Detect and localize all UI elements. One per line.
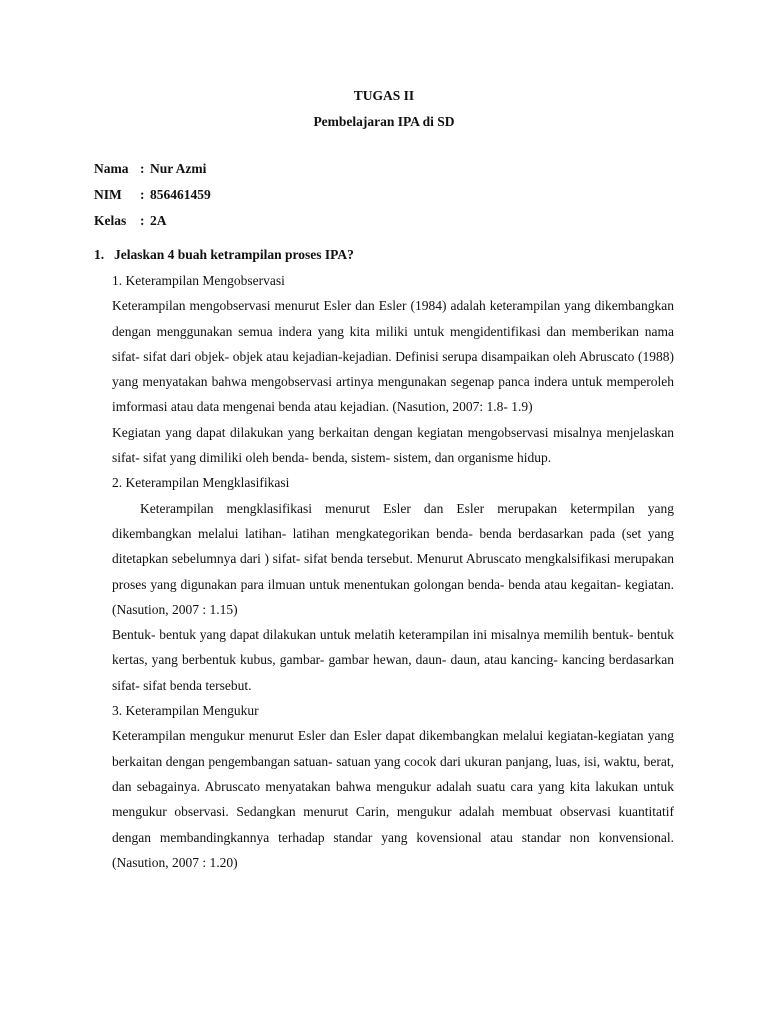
document-subtitle: Pembelajaran IPA di SD: [313, 114, 455, 129]
answer-body: [112, 268, 674, 875]
identity-value: 2A: [150, 213, 167, 228]
section-heading: 2. Keterampilan Mengklasifikasi: [112, 475, 290, 491]
question-number: 1.: [94, 247, 105, 262]
identity-value: 856461459: [150, 187, 211, 202]
identity-label: Kelas: [94, 213, 127, 228]
section-heading: 3. Keterampilan Mengukur: [112, 703, 259, 719]
identity-label: NIM: [94, 187, 122, 202]
identity-separator: :: [140, 213, 145, 228]
identity-block: [94, 159, 674, 231]
question-text: Jelaskan 4 buah ketrampilan proses IPA?: [114, 247, 354, 262]
section-heading: 1. Keterampilan Mengobservasi: [112, 273, 285, 288]
identity-value: Nur Azmi: [150, 161, 207, 176]
section-paragraph: Kegiatan yang dapat dilakukan yang berkaitan dengan kegiatan mengobservasi misalnya menjelaskan sifat- sifat yang dimiliki oleh benda- benda, sistem- sistem, dan organisme hidup.: [112, 424, 674, 466]
section-paragraph: Keterampilan mengklasifikasi menurut Esler dan Esler merupakan ketermpilan yang dikembangkan melalui latihan- latihan mengkategorikan benda- benda berdasarkan pada (set yang ditetapkan sebelumnya dari ) sifat- sifat benda tersebut. Menurut Abruscato mengkalsifikasi merupakan proses yang digunakan para ilmuan untuk menentukan golongan benda- benda atau kegaitan- kegiatan. (Nasution, 2007 : 1.15): [112, 500, 674, 617]
question-line: [94, 245, 674, 265]
identity-separator: :: [140, 187, 145, 202]
document-title: TUGAS II: [353, 88, 415, 103]
identity-row-kelas: [94, 211, 674, 231]
identity-label: Nama: [94, 161, 129, 176]
section-paragraph: Keterampilan mengukur menurut Esler dan Esler dapat dikembangkan melalui kegiatan-kegiatan yang berkaitan dengan pengembangan satuan- satuan yang cocok dari ukuran panjang, luas, isi, waktu, berat, dan sebagainya. Abruscato menyatakan bahwa mengukur adalah suatu cara yang kita lakukan untuk mengukur observasi. Sedangkan menurut Carin, mengukur adalah membuat observasi kuantitatif dengan membandingkannya terhadap standar yang kovensional atau standar non konvensional. (Nasution, 2007 : 1.20): [112, 728, 674, 870]
identity-row-nama: [94, 159, 674, 179]
section-paragraph: Keterampilan mengobservasi menurut Esler dan Esler (1984) adalah keterampilan yang dikembangkan dengan menggunakan semua indera yang kita miliki untuk mengidentifikasi dan memberikan nama sifat- sifat dari objek- objek atau kejadian-kejadian. Definisi serupa disampaikan oleh Abruscato (1988) yang menyatakan bahwa mengobservasi artinya mengunakan segenap panca indera untuk memperoleh imformasi atau data mengenai benda atau kejadian. (Nasution, 2007: 1.8- 1.9): [112, 298, 674, 415]
identity-row-nim: [94, 185, 674, 205]
section-paragraph: Bentuk- bentuk yang dapat dilakukan untuk melatih keterampilan ini misalnya memilih bentuk- bentuk kertas, yang berbentuk kubus, gambar- gambar hewan, daun- daun, atau kancing- kancing berdasarkan sifat- sifat benda tersebut.: [112, 627, 674, 693]
identity-separator: :: [140, 161, 145, 176]
